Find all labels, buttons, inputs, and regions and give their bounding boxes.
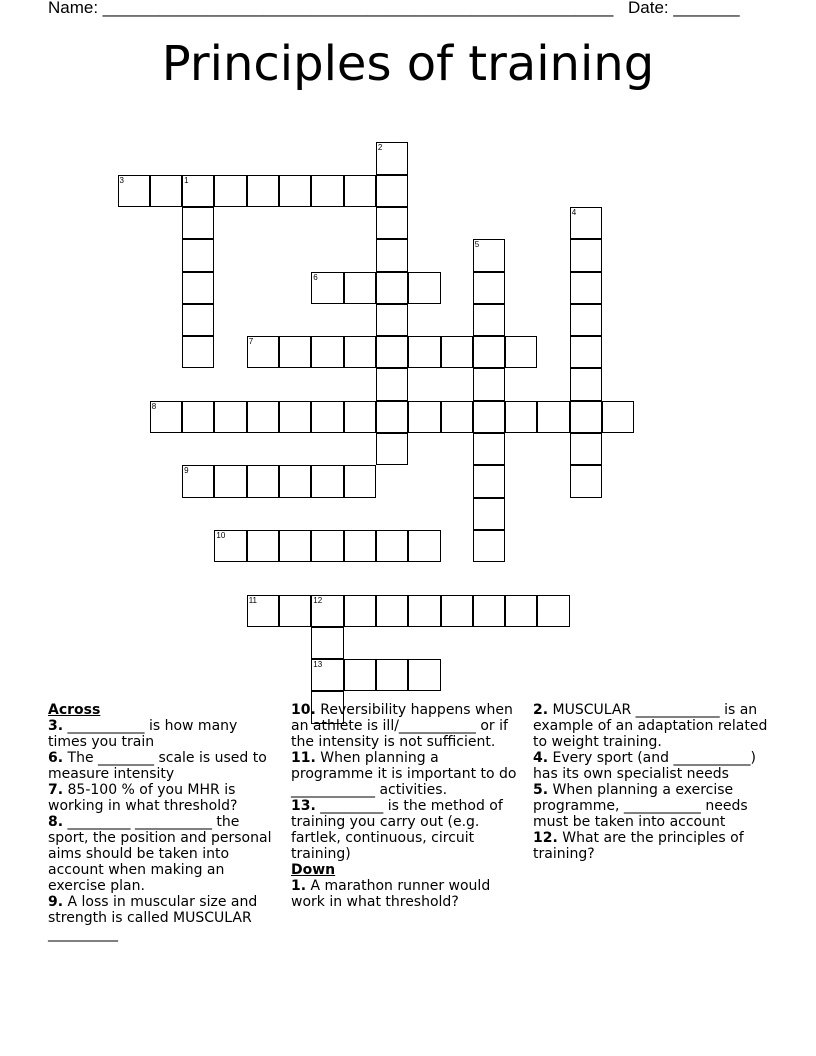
crossword-cell[interactable] <box>473 595 505 627</box>
crossword-cell[interactable] <box>570 401 602 433</box>
crossword-cell[interactable] <box>376 368 408 400</box>
crossword-cell[interactable] <box>376 239 408 271</box>
clue-item-number: 5. <box>533 782 549 798</box>
clue-item-text: _________ ___________ the sport, the position and personal aims should be taken into account when making an exercise plan. <box>48 814 272 894</box>
crossword-cell[interactable] <box>570 272 602 304</box>
clue-number: 7 <box>248 337 254 347</box>
clue-item-text: What are the principles of training? <box>533 830 744 862</box>
crossword-cell[interactable] <box>376 659 408 691</box>
clue-item-text: 85-100 % of you MHR is working in what threshold? <box>48 782 238 814</box>
crossword-cell[interactable] <box>441 595 473 627</box>
crossword-cell[interactable] <box>570 433 602 465</box>
clue-item-number: 7. <box>48 782 64 798</box>
clue-item-text: MUSCULAR ____________ is an example of an adaptation related to weight training. <box>533 702 768 750</box>
crossword-cell[interactable] <box>537 595 569 627</box>
crossword-cell[interactable] <box>570 239 602 271</box>
clue-item-number: 12. <box>533 830 558 846</box>
crossword-cell[interactable] <box>376 401 408 433</box>
clue-item <box>533 702 769 750</box>
clue-item <box>48 894 280 942</box>
crossword-cell[interactable] <box>311 336 343 368</box>
crossword-cell[interactable] <box>376 142 408 174</box>
crossword-cell[interactable] <box>311 530 343 562</box>
clue-item-number: 9. <box>48 894 64 910</box>
clue-number: 6 <box>313 272 318 282</box>
crossword-cell[interactable] <box>214 465 246 497</box>
crossword-cell[interactable] <box>473 433 505 465</box>
clue-number: 8 <box>151 401 157 411</box>
crossword-cell[interactable] <box>441 401 473 433</box>
clue-item-text: A loss in muscular size and strength is called MUSCULAR __________ <box>48 894 258 942</box>
clue-item-text: The ________ scale is used to measure intensity <box>48 750 267 782</box>
crossword-cell[interactable] <box>311 595 343 627</box>
clue-item <box>291 878 521 910</box>
clues-column-1 <box>48 702 280 942</box>
clue-item <box>533 750 769 782</box>
clue-item-text: ___________ is how many times you train <box>48 718 238 750</box>
clue-item-number: 4. <box>533 750 549 766</box>
crossword-cell[interactable] <box>408 530 440 562</box>
crossword-cell[interactable] <box>311 175 343 207</box>
clue-item-number: 2. <box>533 702 549 718</box>
crossword-cell[interactable] <box>279 401 311 433</box>
clue-item <box>48 750 280 782</box>
clue-number: 12 <box>313 595 323 605</box>
clue-item-text: When planning a exercise programme, ___________ needs must be taken into account <box>533 782 748 830</box>
clue-item <box>291 798 521 862</box>
crossword-cell[interactable] <box>118 175 150 207</box>
clue-item <box>533 782 769 830</box>
crossword-cell[interactable] <box>344 175 376 207</box>
crossword-cell[interactable] <box>247 175 279 207</box>
crossword-cell[interactable] <box>473 304 505 336</box>
clue-item-number: 1. <box>291 878 307 894</box>
crossword-cell[interactable] <box>182 272 214 304</box>
crossword-cell[interactable] <box>570 207 602 239</box>
crossword-cell[interactable] <box>247 401 279 433</box>
crossword-cell[interactable] <box>279 175 311 207</box>
crossword-cell[interactable] <box>150 401 182 433</box>
crossword-cell[interactable] <box>344 401 376 433</box>
crossword-cell[interactable] <box>311 465 343 497</box>
crossword-cell[interactable] <box>408 659 440 691</box>
crossword-cell[interactable] <box>344 336 376 368</box>
clue-number: 9 <box>184 466 189 476</box>
clue-item-number: 3. <box>48 718 64 734</box>
crossword-cell[interactable] <box>376 530 408 562</box>
crossword-cell[interactable] <box>473 336 505 368</box>
clue-item <box>533 830 769 862</box>
clue-item-number: 10. <box>291 702 316 718</box>
clues-heading: Across <box>48 702 101 718</box>
clue-number: 5 <box>474 240 480 250</box>
clue-item <box>48 782 280 814</box>
name-field-label[interactable]: Name: ______________________________________________________ <box>48 0 614 17</box>
crossword-cell[interactable] <box>311 401 343 433</box>
clues-heading: Down <box>291 862 336 878</box>
clue-item-number: 11. <box>291 750 316 766</box>
date-field-label[interactable]: Date: _______ <box>628 0 740 17</box>
crossword-cell[interactable] <box>473 401 505 433</box>
crossword-cell[interactable] <box>408 272 440 304</box>
crossword-cell[interactable] <box>247 595 279 627</box>
crossword-cell[interactable] <box>279 595 311 627</box>
crossword-cell[interactable] <box>570 368 602 400</box>
crossword-cell[interactable] <box>182 175 214 207</box>
clue-number: 2 <box>377 143 383 153</box>
crossword-cell[interactable] <box>311 272 343 304</box>
crossword-cell[interactable] <box>311 627 343 659</box>
crossword-cell[interactable] <box>279 465 311 497</box>
clue-number: 11 <box>248 595 257 605</box>
clue-item <box>48 814 280 894</box>
crossword-cell[interactable] <box>505 401 537 433</box>
crossword-cell[interactable] <box>376 272 408 304</box>
crossword-cell[interactable] <box>344 530 376 562</box>
crossword-cell[interactable] <box>182 401 214 433</box>
crossword-cell[interactable] <box>376 433 408 465</box>
crossword-cell[interactable] <box>344 659 376 691</box>
clue-item-text: Reversibility happens when an athlete is ill/___________ or if the intensity is not sufficient. <box>291 702 513 750</box>
clue-item-number: 13. <box>291 798 316 814</box>
crossword-cell[interactable] <box>247 465 279 497</box>
clue-item-text: A marathon runner would work in what threshold? <box>291 878 491 910</box>
clue-item-text: When planning a programme it is important to do ____________ activities. <box>291 750 517 798</box>
clue-item-text: Every sport (and ___________) has its own specialist needs <box>533 750 756 782</box>
crossword-cell[interactable] <box>376 595 408 627</box>
crossword-cell[interactable] <box>182 239 214 271</box>
clue-number: 4 <box>571 207 577 217</box>
crossword-cell[interactable] <box>376 336 408 368</box>
clue-number: 10 <box>216 530 226 540</box>
clue-item-number: 6. <box>48 750 64 766</box>
crossword-cell[interactable] <box>311 659 343 691</box>
crossword-cell[interactable] <box>473 239 505 271</box>
crossword-cell[interactable] <box>505 336 537 368</box>
clue-item-text: _________ is the method of training you carry out (e.g. fartlek, continuous, circuit training) <box>291 798 503 862</box>
crossword-cell[interactable] <box>602 401 634 433</box>
crossword-cell[interactable] <box>376 175 408 207</box>
page-title: Principles of training <box>161 36 655 92</box>
crossword-cell[interactable] <box>214 175 246 207</box>
crossword-cell[interactable] <box>570 465 602 497</box>
crossword-cell[interactable] <box>344 595 376 627</box>
crossword-cell[interactable] <box>570 336 602 368</box>
crossword-cell[interactable] <box>247 530 279 562</box>
crossword-cell[interactable] <box>408 336 440 368</box>
crossword-cell[interactable] <box>473 465 505 497</box>
crossword-cell[interactable] <box>376 207 408 239</box>
crossword-cell[interactable] <box>408 401 440 433</box>
clue-number: 3 <box>119 175 124 185</box>
crossword-cell[interactable] <box>473 530 505 562</box>
crossword-cell[interactable] <box>441 336 473 368</box>
clues-column-2 <box>291 702 521 910</box>
crossword-cell[interactable] <box>182 465 214 497</box>
clue-item <box>291 750 521 798</box>
crossword-cell[interactable] <box>537 401 569 433</box>
crossword-cell[interactable] <box>570 304 602 336</box>
clue-number: 1 <box>184 175 189 185</box>
clue-number: 13 <box>313 660 323 670</box>
crossword-cell[interactable] <box>214 530 246 562</box>
crossword-cell[interactable] <box>473 368 505 400</box>
crossword-cell[interactable] <box>182 207 214 239</box>
crossword-cell[interactable] <box>473 272 505 304</box>
crossword-cell[interactable] <box>473 498 505 530</box>
crossword-cell[interactable] <box>279 336 311 368</box>
crossword-cell[interactable] <box>408 595 440 627</box>
clues-column-3 <box>533 702 769 862</box>
crossword-cell[interactable] <box>344 272 376 304</box>
clue-item-number: 8. <box>48 814 64 830</box>
crossword-cell[interactable] <box>182 304 214 336</box>
crossword-cell[interactable] <box>150 175 182 207</box>
clue-item <box>291 702 521 750</box>
crossword-cell[interactable] <box>376 304 408 336</box>
clue-item <box>48 718 280 750</box>
crossword-cell[interactable] <box>344 465 376 497</box>
crossword-cell[interactable] <box>279 530 311 562</box>
crossword-cell[interactable] <box>505 595 537 627</box>
crossword-cell[interactable] <box>182 336 214 368</box>
crossword-cell[interactable] <box>214 401 246 433</box>
crossword-cell[interactable] <box>247 336 279 368</box>
